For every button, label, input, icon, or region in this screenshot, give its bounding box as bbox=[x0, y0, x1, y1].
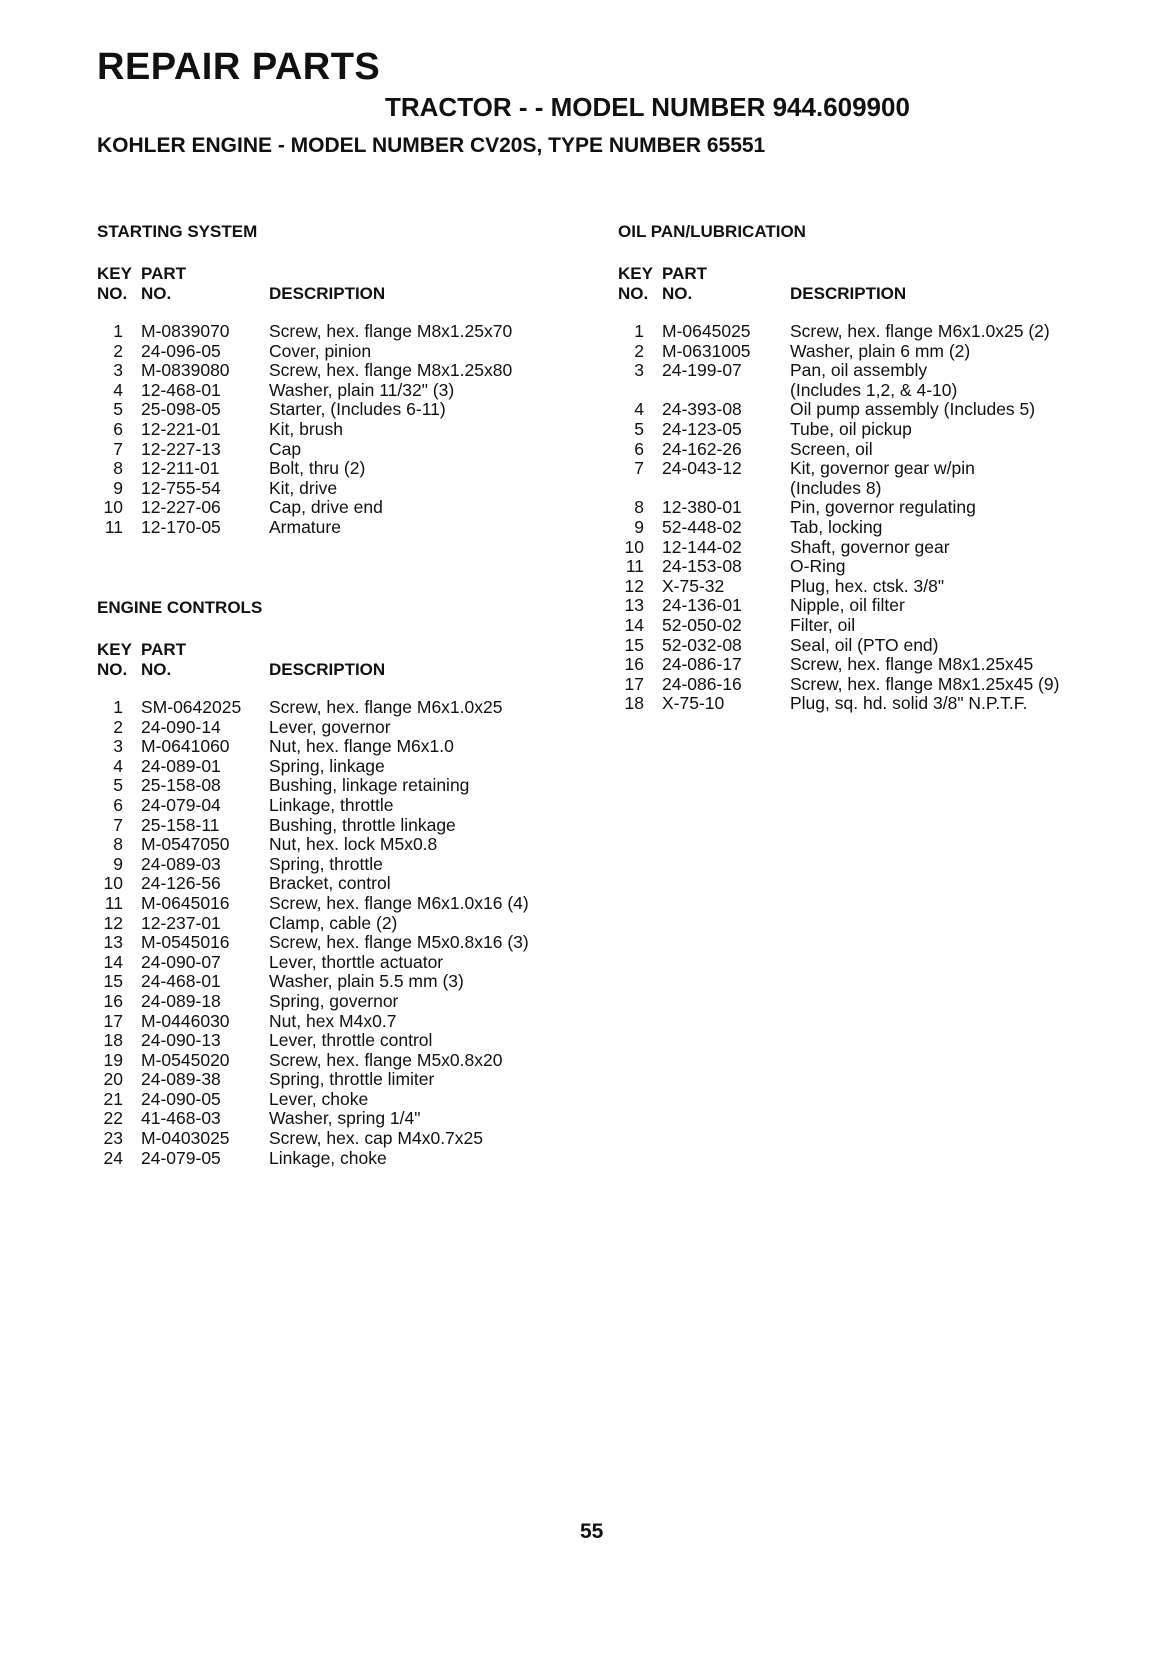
part-row bbox=[97, 518, 577, 538]
part-description: Screw, hex. flange M8x1.25x45 bbox=[790, 654, 1034, 675]
description-continuation-row bbox=[618, 381, 1158, 401]
key-number: 22 bbox=[103, 1108, 123, 1129]
part-description: Screw, hex. flange M8x1.25x45 (9) bbox=[790, 673, 1060, 694]
part-row bbox=[97, 361, 577, 381]
key-number: 2 bbox=[113, 340, 123, 361]
parts-list bbox=[97, 698, 577, 1168]
part-description: Washer, plain 5.5 mm (3) bbox=[269, 971, 464, 992]
part-number: 24-090-14 bbox=[141, 716, 221, 737]
key-number: 20 bbox=[103, 1069, 123, 1090]
part-row bbox=[97, 322, 577, 342]
key-number: 5 bbox=[113, 399, 123, 420]
part-row bbox=[97, 400, 577, 420]
key-no-header: NO. bbox=[618, 284, 649, 303]
part-no-header: NO. bbox=[662, 284, 693, 303]
key-number: 11 bbox=[104, 516, 123, 537]
part-row bbox=[97, 855, 577, 875]
part-number: 24-086-16 bbox=[662, 673, 742, 694]
part-description: Lever, governor bbox=[269, 716, 391, 737]
part-number: 24-096-05 bbox=[141, 340, 221, 361]
engine-controls-section bbox=[97, 598, 577, 1168]
part-number: X-75-32 bbox=[662, 575, 725, 596]
section-title: STARTING SYSTEM bbox=[97, 222, 258, 241]
part-description: Pin, governor regulating bbox=[790, 497, 976, 518]
starting-system-section bbox=[97, 222, 577, 538]
part-description: Pan, oil assembly bbox=[790, 360, 928, 381]
part-description: Nut, hex. flange M6x1.0 bbox=[269, 736, 454, 757]
part-number: 12-221-01 bbox=[141, 418, 221, 439]
part-description: Armature bbox=[269, 516, 341, 537]
part-row bbox=[97, 718, 577, 738]
part-header: PART bbox=[141, 264, 187, 283]
part-description: Cap, drive end bbox=[269, 497, 383, 518]
part-number: 12-468-01 bbox=[141, 379, 221, 400]
part-no-header: NO. bbox=[141, 284, 172, 303]
key-number: 12 bbox=[624, 575, 644, 596]
key-number: 14 bbox=[624, 614, 644, 635]
section-title: ENGINE CONTROLS bbox=[97, 598, 263, 617]
key-number: 17 bbox=[624, 673, 644, 694]
part-row bbox=[618, 596, 1158, 616]
part-description: Washer, plain 6 mm (2) bbox=[790, 340, 971, 361]
key-number: 15 bbox=[624, 634, 644, 655]
part-row bbox=[97, 381, 577, 401]
part-number: M-0839070 bbox=[141, 321, 230, 341]
part-description: Lever, choke bbox=[269, 1088, 369, 1109]
key-no-header: NO. bbox=[97, 660, 128, 679]
part-description: O-Ring bbox=[790, 556, 846, 577]
part-row bbox=[97, 992, 577, 1012]
key-number: 18 bbox=[624, 693, 644, 714]
key-number: 10 bbox=[624, 536, 644, 557]
part-number: 25-098-05 bbox=[141, 399, 221, 420]
part-number: 12-144-02 bbox=[662, 536, 742, 557]
key-number: 14 bbox=[103, 951, 123, 972]
part-description: Screw, hex. flange M6x1.0x25 (2) bbox=[790, 321, 1050, 341]
key-number: 3 bbox=[113, 736, 123, 757]
part-description: Seal, oil (PTO end) bbox=[790, 634, 939, 655]
part-number: 12-227-06 bbox=[141, 497, 221, 518]
part-description: Nut, hex M4x0.7 bbox=[269, 1010, 397, 1031]
part-number: 24-090-05 bbox=[141, 1088, 221, 1109]
part-number: 12-237-01 bbox=[141, 912, 221, 933]
key-number: 13 bbox=[103, 932, 123, 953]
part-row bbox=[618, 557, 1158, 577]
part-number: 24-089-18 bbox=[141, 990, 221, 1011]
key-header: KEY bbox=[97, 264, 132, 283]
part-number: SM-0642025 bbox=[141, 697, 242, 717]
part-number: 12-211-01 bbox=[141, 458, 220, 479]
part-number: 24-123-05 bbox=[662, 418, 742, 439]
key-number: 2 bbox=[113, 716, 123, 737]
part-description: Kit, governor gear w/pin bbox=[790, 458, 975, 479]
column-header bbox=[97, 264, 577, 312]
part-row bbox=[97, 1109, 577, 1129]
part-row bbox=[618, 342, 1158, 362]
part-row bbox=[97, 972, 577, 992]
part-number: 12-380-01 bbox=[662, 497, 742, 518]
key-number: 1 bbox=[113, 697, 123, 717]
key-number: 4 bbox=[634, 399, 644, 420]
key-number: 7 bbox=[634, 458, 644, 479]
key-number: 7 bbox=[113, 438, 123, 459]
part-description: Lever, thorttle actuator bbox=[269, 951, 444, 972]
part-row bbox=[97, 835, 577, 855]
part-description: Screen, oil bbox=[790, 438, 873, 459]
part-number: 24-162-26 bbox=[662, 438, 742, 459]
key-number: 1 bbox=[113, 321, 123, 341]
key-number: 11 bbox=[625, 556, 644, 577]
key-number: 2 bbox=[634, 340, 644, 361]
part-row bbox=[618, 498, 1158, 518]
part-row bbox=[97, 933, 577, 953]
part-row bbox=[97, 698, 577, 718]
part-row bbox=[97, 479, 577, 499]
part-row bbox=[97, 796, 577, 816]
key-number: 13 bbox=[624, 595, 644, 616]
part-description: Linkage, throttle bbox=[269, 794, 394, 815]
part-description: Spring, throttle limiter bbox=[269, 1069, 435, 1090]
part-description: Bushing, linkage retaining bbox=[269, 775, 470, 796]
part-row bbox=[97, 1070, 577, 1090]
key-number: 7 bbox=[113, 814, 123, 835]
part-row bbox=[97, 1129, 577, 1149]
part-row bbox=[97, 440, 577, 460]
part-description: Screw, hex. flange M5x0.8x20 bbox=[269, 1049, 503, 1070]
part-number: 24-089-38 bbox=[141, 1069, 221, 1090]
part-description: Washer, plain 11/32" (3) bbox=[269, 379, 455, 400]
oil-pan-lubrication-section bbox=[618, 222, 1158, 714]
part-row bbox=[618, 400, 1158, 420]
part-number: 25-158-08 bbox=[141, 775, 221, 796]
part-row bbox=[618, 538, 1158, 558]
part-number: 12-755-54 bbox=[141, 477, 221, 498]
part-description: Oil pump assembly (Includes 5) bbox=[790, 399, 1036, 420]
part-number: 24-086-17 bbox=[662, 654, 742, 675]
part-description: Screw, hex. flange M8x1.25x80 bbox=[269, 360, 513, 381]
part-description: Linkage, choke bbox=[269, 1147, 387, 1168]
key-number: 10 bbox=[103, 873, 123, 894]
part-number: 41-468-03 bbox=[141, 1108, 221, 1129]
part-row bbox=[97, 914, 577, 934]
part-description-continuation: (Includes 8) bbox=[790, 477, 882, 498]
part-number: M-0641060 bbox=[141, 736, 230, 757]
part-row bbox=[618, 655, 1158, 675]
part-row bbox=[618, 459, 1158, 479]
part-number: 24-090-13 bbox=[141, 1030, 221, 1051]
description-header: DESCRIPTION bbox=[269, 660, 386, 679]
part-number: M-0545016 bbox=[141, 932, 230, 953]
key-number: 21 bbox=[103, 1088, 123, 1109]
part-row bbox=[618, 694, 1158, 714]
part-number: 24-090-07 bbox=[141, 951, 221, 972]
part-description: Cover, pinion bbox=[269, 340, 372, 361]
key-number: 9 bbox=[113, 477, 123, 498]
part-number: 24-079-04 bbox=[141, 794, 221, 815]
key-number: 17 bbox=[103, 1010, 123, 1031]
part-number: M-0547050 bbox=[141, 834, 230, 855]
part-number: 24-153-08 bbox=[662, 556, 742, 577]
part-row bbox=[97, 776, 577, 796]
part-description: Bushing, throttle linkage bbox=[269, 814, 456, 835]
part-number: 24-089-01 bbox=[141, 755, 221, 776]
part-description: Cap bbox=[269, 438, 302, 459]
part-number: 24-089-03 bbox=[141, 853, 221, 874]
key-number: 10 bbox=[103, 497, 123, 518]
part-description: Nipple, oil filter bbox=[790, 595, 905, 616]
key-number: 9 bbox=[113, 853, 123, 874]
part-description: Washer, spring 1/4" bbox=[269, 1108, 421, 1129]
section-title: OIL PAN/LUBRICATION bbox=[618, 222, 806, 241]
key-number: 4 bbox=[113, 755, 123, 776]
part-number: M-0631005 bbox=[662, 340, 751, 361]
part-description: Tab, locking bbox=[790, 516, 883, 537]
part-number: 24-199-07 bbox=[662, 360, 742, 381]
part-description: Screw, hex. flange M8x1.25x70 bbox=[269, 321, 513, 341]
part-row bbox=[97, 420, 577, 440]
part-row bbox=[97, 1012, 577, 1032]
part-number: 52-032-08 bbox=[662, 634, 742, 655]
key-number: 15 bbox=[103, 971, 123, 992]
part-number: 52-448-02 bbox=[662, 516, 742, 537]
part-row bbox=[97, 816, 577, 836]
part-description-continuation: (Includes 1,2, & 4-10) bbox=[790, 379, 958, 400]
parts-list bbox=[97, 322, 577, 538]
key-number: 6 bbox=[113, 794, 123, 815]
page-title: REPAIR PARTS bbox=[97, 46, 381, 88]
part-number: X-75-10 bbox=[662, 693, 725, 714]
part-number: M-0645025 bbox=[662, 321, 751, 341]
key-number: 5 bbox=[634, 418, 644, 439]
part-number: M-0446030 bbox=[141, 1010, 230, 1031]
key-number: 4 bbox=[113, 379, 123, 400]
key-number: 6 bbox=[113, 418, 123, 439]
part-header: PART bbox=[662, 264, 708, 283]
part-description: Bracket, control bbox=[269, 873, 391, 894]
part-description: Plug, sq. hd. solid 3/8" N.P.T.F. bbox=[790, 693, 1028, 714]
engine-model-heading: KOHLER ENGINE - MODEL NUMBER CV20S, TYPE NUMBER 65551 bbox=[97, 134, 766, 157]
part-row bbox=[97, 1090, 577, 1110]
key-number: 8 bbox=[113, 458, 123, 479]
part-description: Bolt, thru (2) bbox=[269, 458, 366, 479]
parts-list bbox=[618, 322, 1158, 714]
part-row bbox=[97, 1031, 577, 1051]
key-number: 3 bbox=[634, 360, 644, 381]
part-description: Spring, linkage bbox=[269, 755, 385, 776]
description-header: DESCRIPTION bbox=[790, 284, 907, 303]
part-header: PART bbox=[141, 640, 187, 659]
part-description: Tube, oil pickup bbox=[790, 418, 912, 439]
key-header: KEY bbox=[97, 640, 132, 659]
part-number: 24-043-12 bbox=[662, 458, 742, 479]
key-no-header: NO. bbox=[97, 284, 128, 303]
part-row bbox=[618, 675, 1158, 695]
description-header: DESCRIPTION bbox=[269, 284, 386, 303]
part-number: 24-126-56 bbox=[141, 873, 221, 894]
part-description: Shaft, governor gear bbox=[790, 536, 950, 557]
part-description: Lever, throttle control bbox=[269, 1030, 433, 1051]
key-number: 9 bbox=[634, 516, 644, 537]
part-row bbox=[618, 577, 1158, 597]
part-description: Screw, hex. flange M5x0.8x16 (3) bbox=[269, 932, 529, 953]
key-number: 19 bbox=[103, 1049, 123, 1070]
column-header bbox=[618, 264, 1158, 312]
part-description: Kit, brush bbox=[269, 418, 343, 439]
part-number: 52-050-02 bbox=[662, 614, 742, 635]
part-number: 12-170-05 bbox=[141, 516, 221, 537]
part-row bbox=[618, 361, 1158, 381]
part-number: 24-468-01 bbox=[141, 971, 221, 992]
key-header: KEY bbox=[618, 264, 653, 283]
column-header bbox=[97, 640, 577, 688]
part-row bbox=[97, 498, 577, 518]
part-description: Screw, hex. cap M4x0.7x25 bbox=[269, 1128, 483, 1149]
part-row bbox=[618, 420, 1158, 440]
part-description: Kit, drive bbox=[269, 477, 338, 498]
key-number: 6 bbox=[634, 438, 644, 459]
key-number: 8 bbox=[113, 834, 123, 855]
part-number: 24-393-08 bbox=[662, 399, 742, 420]
page-number: 55 bbox=[580, 1520, 604, 1543]
part-description: Screw, hex. flange M6x1.0x25 bbox=[269, 697, 503, 717]
part-row bbox=[97, 1149, 577, 1169]
part-description: Spring, governor bbox=[269, 990, 399, 1011]
part-row bbox=[97, 1051, 577, 1071]
key-number: 18 bbox=[103, 1030, 123, 1051]
key-number: 16 bbox=[624, 654, 644, 675]
part-number: 25-158-11 bbox=[141, 814, 220, 835]
key-number: 12 bbox=[103, 912, 123, 933]
part-description: Nut, hex. lock M5x0.8 bbox=[269, 834, 438, 855]
key-number: 24 bbox=[103, 1147, 123, 1168]
part-row bbox=[97, 894, 577, 914]
part-description: Clamp, cable (2) bbox=[269, 912, 398, 933]
part-number: M-0839080 bbox=[141, 360, 230, 381]
part-row bbox=[97, 953, 577, 973]
part-row bbox=[618, 518, 1158, 538]
part-number: M-0645016 bbox=[141, 892, 230, 913]
part-row bbox=[618, 322, 1158, 342]
key-number: 16 bbox=[103, 990, 123, 1011]
key-number: 3 bbox=[113, 360, 123, 381]
part-description: Starter, (Includes 6-11) bbox=[269, 399, 446, 420]
part-description: Screw, hex. flange M6x1.0x16 (4) bbox=[269, 892, 529, 913]
part-number: 12-227-13 bbox=[141, 438, 221, 459]
part-row bbox=[618, 440, 1158, 460]
part-number: M-0403025 bbox=[141, 1128, 230, 1149]
key-number: 5 bbox=[113, 775, 123, 796]
part-row bbox=[97, 874, 577, 894]
part-row bbox=[97, 342, 577, 362]
part-no-header: NO. bbox=[141, 660, 172, 679]
key-number: 8 bbox=[634, 497, 644, 518]
part-description: Spring, throttle bbox=[269, 853, 383, 874]
part-row bbox=[97, 459, 577, 479]
tractor-model-heading: TRACTOR - - MODEL NUMBER 944.609900 bbox=[385, 92, 910, 122]
key-number: 11 bbox=[104, 892, 123, 913]
part-description: Plug, hex. ctsk. 3/8" bbox=[790, 575, 945, 596]
part-row bbox=[97, 757, 577, 777]
part-number: 24-136-01 bbox=[662, 595, 742, 616]
part-number: M-0545020 bbox=[141, 1049, 230, 1070]
part-row bbox=[97, 737, 577, 757]
key-number: 23 bbox=[103, 1128, 123, 1149]
part-description: Filter, oil bbox=[790, 614, 856, 635]
part-row bbox=[618, 616, 1158, 636]
part-row bbox=[618, 636, 1158, 656]
description-continuation-row bbox=[618, 479, 1158, 499]
part-number: 24-079-05 bbox=[141, 1147, 221, 1168]
key-number: 1 bbox=[634, 321, 644, 341]
